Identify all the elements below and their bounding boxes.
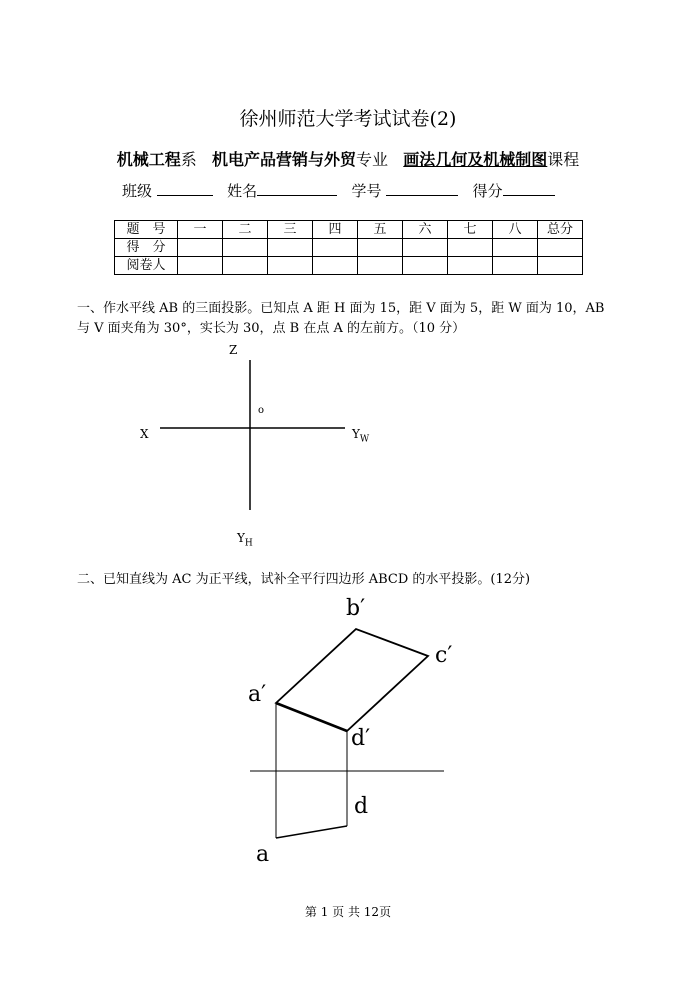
axis-label-x: X (140, 427, 149, 441)
major: 机电产品营销与外贸 (211, 150, 356, 169)
score-table-header-cell: 四 (313, 221, 358, 239)
point-label-c-prime: c′ (435, 643, 453, 668)
course-suffix: 课程 (547, 150, 580, 169)
point-label-a: a (256, 842, 270, 867)
exam-title: 徐州师范大学考试试卷(2) (239, 108, 457, 130)
point-label-d: d (354, 794, 369, 819)
score-table-header-cell: 三 (268, 221, 313, 239)
edge-a-prime-d-prime (276, 703, 347, 731)
score-table-header-cell: 八 (493, 221, 538, 239)
parallelogram-front-view (276, 629, 428, 731)
class-label: 班级 (122, 182, 153, 200)
point-label-d-prime: d′ (351, 726, 371, 751)
score-table-header-cell: 五 (358, 221, 403, 239)
point-label-a-prime: a′ (248, 682, 267, 707)
question-1-line-2: 与 V 面夹角为 30°，实长为 30，点 B 在点 A 的左前方。（10 分） (77, 321, 466, 336)
question-1-line-1: 一、作水平线 AB 的三面投影。已知点 A 距 H 面为 15，距 V 面为 5，距 W 面为 10，AB (77, 301, 605, 316)
edge-a-d (276, 826, 347, 838)
axis-label-yw (352, 427, 369, 444)
score-table-header-cell: 二 (223, 221, 268, 239)
axis-label-yh (237, 531, 253, 548)
course: 画法几何及机械制图 (403, 150, 548, 169)
axis-label-yw-main: Y (352, 427, 360, 441)
axis-label-z: Z (229, 343, 238, 357)
score-row-label: 得 分 (115, 239, 178, 257)
student-id-label: 学号 (351, 182, 382, 200)
point-label-b-prime: b′ (346, 596, 366, 621)
department-suffix: 系 (180, 150, 197, 169)
page-footer: 第 1 页 共 12页 (304, 905, 392, 919)
score-label: 得分 (472, 182, 503, 200)
axis-label-yh-sub: H (244, 538, 253, 549)
origin-label-o: o (258, 405, 265, 416)
score-table-header-cell: 题 号 (115, 221, 178, 239)
name-label: 姓名 (227, 182, 258, 200)
question-2-text: 二、已知直线为 AC 为正平线，试补全平行四边形 ABCD 的水平投影。(12分) (77, 572, 531, 587)
axis-label-yw-sub: W (359, 434, 370, 445)
score-table-header-cell: 总分 (538, 221, 583, 239)
grader-row-label: 阅卷人 (115, 257, 178, 275)
score-table-header-cell: 六 (403, 221, 448, 239)
department: 机械工程 (116, 150, 181, 169)
axis-label-yh-main: Y (237, 531, 245, 545)
major-suffix: 专业 (356, 150, 389, 169)
score-table-header-cell: 一 (178, 221, 223, 239)
score-table-header-cell: 七 (448, 221, 493, 239)
